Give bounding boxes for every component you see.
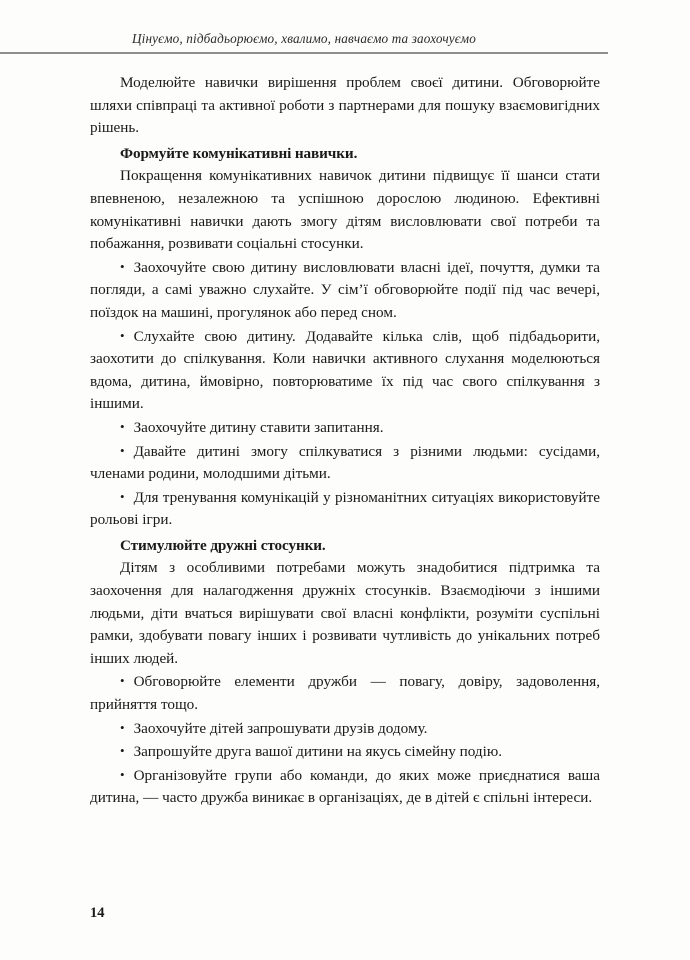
- text-column: [90, 72, 600, 810]
- bullet-glyph-icon: •: [120, 743, 125, 759]
- bullet-glyph-icon: •: [120, 258, 125, 274]
- list-item-text: Заохочуйте дитину ставити запитання.: [133, 418, 384, 436]
- list-item-text: Заохочуйте дітей запрошувати друзів додому.: [133, 719, 428, 737]
- list-item: [90, 256, 600, 325]
- bullet-glyph-icon: •: [120, 418, 125, 434]
- bullet-glyph-icon: •: [120, 488, 125, 504]
- running-header: Цінуємо, підбадьорюємо, хвалимо, навчаємо та заохочуємо: [131, 31, 476, 46]
- list-item-text: Запрошуйте друга вашої дитини на якусь сімейну подію.: [133, 743, 502, 761]
- bullet-glyph-icon: •: [120, 327, 125, 343]
- list-item-text: Давайте дитині змогу спілкуватися з різними людьми: сусідами, членами родини, молодшими дітьми.: [90, 442, 600, 483]
- list-item-text: Заохочуйте свою дитину висловлювати власні ідеї, почуття, думки та погляди, а самі уважно слухайте. У сім’ї обговорюйте події під час вечері, поїздок на машині, прогулянок або перед сном.: [90, 258, 600, 321]
- bullet-glyph-icon: •: [120, 673, 125, 689]
- list-item: [90, 717, 600, 741]
- friendship-paragraph: Дітям з особливими потребами можуть знадобитися підтримка та заохочення для налагодження дружніх стосунків. Взаємодіючи з іншими людьми, діти вчаться вирішувати свої власні конфлікти, розуміти суспільні рамки, здобувати повагу інших і розвивати чутливість до унікальних потреб інших людей.: [90, 559, 600, 667]
- communication-paragraph: Покращення комунікативних навичок дитини підвищує її шанси стати впевненою, незалежною та успішною дорослою людиною. Ефективні комунікативні навички дають змогу дітям висловлювати свої потреби та побажання, розвивати соціальні стосунки.: [90, 167, 600, 253]
- list-item-text: Слухайте свою дитину. Додавайте кілька слів, щоб підбадьорити, заохотити до спілкування. Коли навички активного слухання моделюються вдома, дитина, ймовірно, повторюватиме їх під час свого спілкування з іншими.: [90, 327, 600, 413]
- bullet-glyph-icon: •: [120, 442, 125, 458]
- list-item: [90, 670, 600, 716]
- list-item-text: Обговорюйте елементи дружби — повагу, довіру, задоволення, прийняття тощо.: [90, 673, 600, 714]
- subheading-communication: Формуйте комунікативні навички.: [120, 144, 358, 162]
- list-item: [90, 764, 600, 810]
- list-item: [90, 416, 600, 440]
- page-number: 14: [90, 905, 105, 921]
- list-item: [90, 440, 600, 486]
- list-item-text: Організовуйте групи або команди, до яких може приєднатися ваша дитина, — часто дружба виникає в організаціях, де в дітей є спільні інтереси.: [90, 766, 600, 807]
- list-item: [90, 486, 600, 532]
- list-item: [90, 325, 600, 416]
- bullet-glyph-icon: •: [120, 719, 125, 735]
- header-divider-rule: [0, 52, 608, 54]
- bullet-glyph-icon: •: [120, 766, 125, 782]
- intro-paragraph: Моделюйте навички вирішення проблем своєї дитини. Обговорюйте шляхи співпраці та активної роботи з партнерами для пошуку взаємовигідних рішень.: [90, 74, 600, 137]
- subheading-friendship: Стимулюйте дружні стосунки.: [120, 536, 326, 554]
- list-item: [90, 740, 600, 764]
- list-item-text: Для тренування комунікацій у різноманітних ситуаціях використовуйте рольові ігри.: [90, 488, 600, 529]
